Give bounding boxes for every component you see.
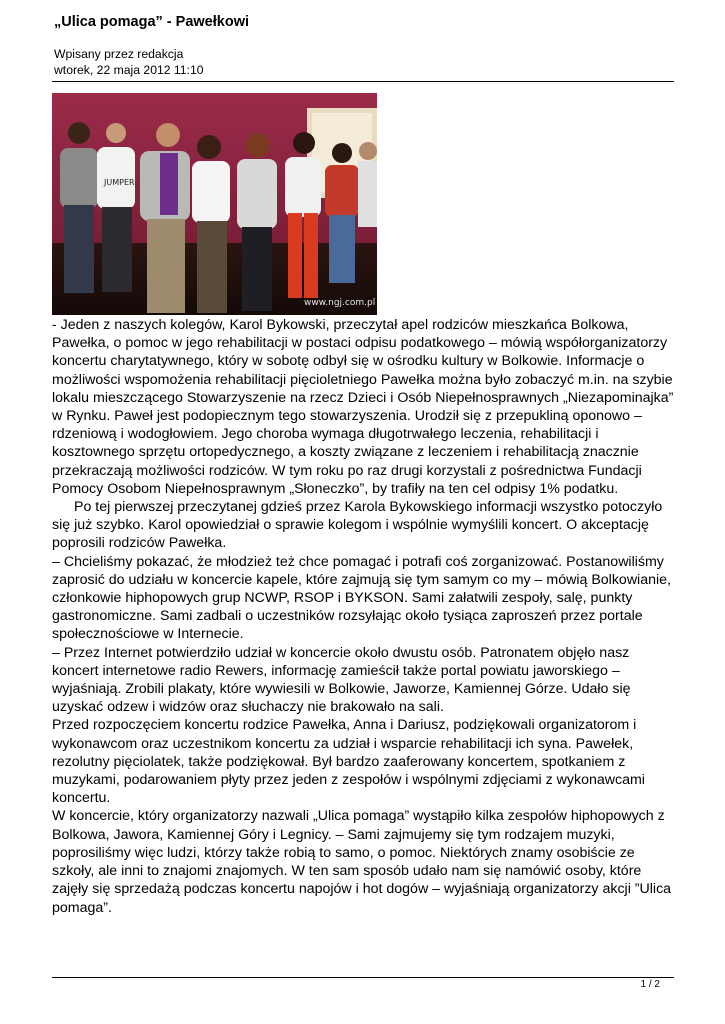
header-divider <box>52 81 674 82</box>
concert-photo-illustration <box>52 93 377 315</box>
article-title: „Ulica pomaga” - Pawełkowi <box>54 14 249 30</box>
paragraph-6: W koncercie, który organizatorzy nazwali „Ulica pomaga” wystąpiło kilka zespołów hiphopowych z Bolkowa, Jawora, Kamiennej Góry i Legnicy. – Sami zajmujemy się tym rodzajem muzyki, poprosiliśmy więc ludzi, którzy także robią to samo, o pomoc. Niektórych znamy osobiście ze szkoły, ale inni to znajomi znajomych. W ten sam sposób udało nam się namówić osoby, które zajęły się sprzedażą podczas koncertu napojów i hot dogów – wyjaśniają organizatorzy akcji ”Ulica pomaga”. <box>52 808 672 916</box>
date-line: wtorek, 22 maja 2012 11:10 <box>54 62 204 77</box>
footer-divider <box>52 977 674 978</box>
article-meta <box>54 47 204 78</box>
photo-watermark: www.ngj.com.pl <box>304 298 376 308</box>
paragraph-2: Po tej pierwszej przeczytanej gdzieś przez Karola Bykowskiego informacji wszystko potoczyło się już szybko. Karol opowiedział o sprawie kolegom i wspólnie wymyślili koncert. O akceptację poprosili rodziców Pawełka. <box>52 499 663 552</box>
paragraph-4: – Przez Internet potwierdziło udział w koncercie około dwustu osób. Patronatem objęło nasz koncert internetowe radio Rewers, informację zamieścił także portal powiatu jaworskiego – wyjaśniają. Zrobili plakaty, które wywiesili w Bolkowie, Jaworze, Kamiennej Górze. Udało się uzyskać odzew i widzów oraz słuchaczy nie brakowało na sali. <box>52 644 631 716</box>
paragraph-3: – Chcieliśmy pokazać, że młodzież też chce pomagać i potrafi coś zorganizować. Postanowiliśmy zaprosić do udziału w koncercie kapele, które zajmują się tym samym co my – mówią Bolkowianie, członkowie hiphopowych grup NCWP, RSOP i BYKSON. Sami załatwili zespoły, salę, punkty gastronomiczne. Sami zadbali o uczestników rozsyłając około tysiąca zaproszeń przez portale społecznościowe w Internecie. <box>52 553 671 643</box>
paragraph-5: Przed rozpoczęciem koncertu rodzice Pawełka, Anna i Dariusz, podziękowali organizatorom i wykonawcom oraz uczestnikom koncertu za udział i wsparcie rehabilitacji ich syna. Pawełek, rezolutny pięciolatek, także podziękował. Był bardzo zaaferowany koncertem, spotkaniem z muzykami, podarowaniem płyty przez jeden z zespołów i wspólnymi zdjęciami z wykonawcami koncertu. <box>52 717 645 807</box>
paragraph-1: - Jeden z naszych kolegów, Karol Bykowski, przeczytał apel rodziców mieszkańca Bolkowa, Pawełka, o pomoc w jego rehabilitacji w postaci odpisu podatkowego – mówią współorganizatorzy koncertu charytatywnego, który w sobotę odbył się w ośrodku kultury w Bolkowie. Informacje o możliwości wspomożenia rehabilitacji pięcioletniego Pawełka można było zobaczyć m.in. na szybie lokalu mieszczącego Stowarzyszenie na rzecz Dzieci i Osób Niepełnosprawnych „Niezapominajka” w Rynku. Paweł jest podopiecznym tego stowarzyszenia. Urodził się z przepukliną oponowo –rdzeniową i wodogłowiem. Jego choroba wymaga długotrwałego leczenia, rehabilitacji i kosztownego sprzętu ortopedycznego, a koszty związane z leczeniem i rehabilitacją znacznie przekraczają możliwości rodziców. W tym roku po raz drugi korzystali z pośrednictwa Fundacji Pomocy Osobom Niepełnosprawnym „Słoneczko”, by trafiły na ten cel odpisy 1% podatku. <box>52 317 674 497</box>
page-number: 1 / 2 <box>640 979 660 990</box>
author-line: Wpisany przez redakcja <box>54 47 184 61</box>
article-body <box>52 316 677 917</box>
shirt-print: JUMPER <box>104 178 135 187</box>
article-photo <box>52 93 377 315</box>
